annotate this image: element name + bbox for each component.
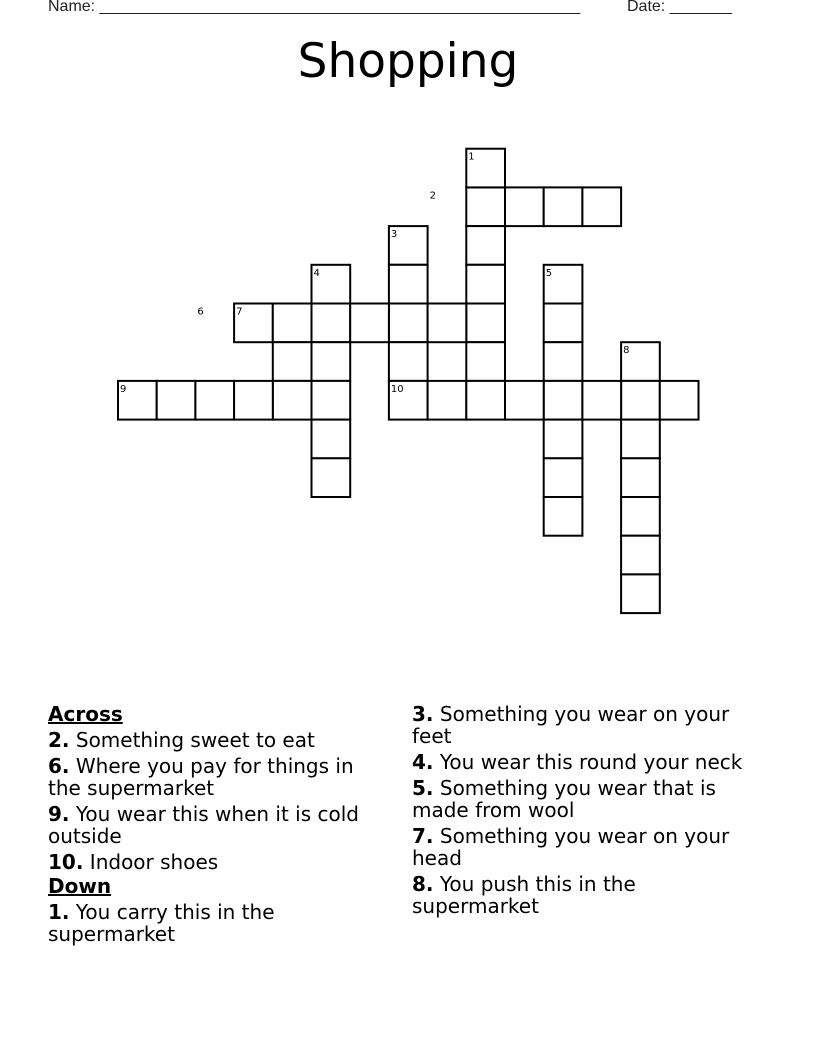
- page-title: Shopping: [297, 34, 519, 89]
- grid-cell[interactable]: [312, 342, 351, 381]
- grid-cell[interactable]: [621, 458, 660, 497]
- clue-text: Where you pay for things in the supermarket: [48, 754, 354, 800]
- grid-cell[interactable]: [312, 304, 351, 343]
- grid-cell[interactable]: [621, 497, 660, 536]
- grid-cell[interactable]: [157, 381, 196, 420]
- grid-cell[interactable]: [195, 381, 234, 420]
- clue-number-label: 4: [313, 267, 320, 279]
- grid-cell[interactable]: [621, 381, 660, 420]
- clue-number-label: 3: [390, 229, 398, 241]
- clue-down-4: [412, 751, 752, 773]
- grid-cell[interactable]: [466, 304, 505, 343]
- name-line[interactable]: Name: ______________________________________________________: [48, 0, 581, 15]
- clue-down-8: [412, 873, 752, 917]
- clue-text: Something sweet to eat: [69, 728, 315, 752]
- clue-text: Something you wear that is made from wool: [412, 776, 716, 822]
- clue-down-1: [48, 901, 388, 945]
- clue-text: Something you wear on your feet: [412, 702, 730, 748]
- clues-right-column: [412, 703, 752, 921]
- clue-number: 8.: [412, 872, 434, 896]
- grid-cell[interactable]: [273, 342, 312, 381]
- grid-cell[interactable]: [660, 381, 699, 420]
- clue-text: You push this in the supermarket: [412, 872, 636, 918]
- grid-cell[interactable]: [544, 304, 583, 343]
- clue-number-label: 1: [468, 151, 475, 163]
- grid-cell[interactable]: [389, 304, 428, 343]
- grid-cell[interactable]: [505, 187, 544, 226]
- grid-cell[interactable]: [312, 458, 351, 497]
- grid-cell[interactable]: [466, 381, 505, 420]
- clue-across-6: [48, 755, 388, 799]
- date-line[interactable]: Date: _______: [627, 0, 732, 15]
- clue-down-3: [412, 703, 752, 747]
- grid-cell[interactable]: [389, 381, 428, 420]
- grid-cell[interactable]: [466, 265, 505, 304]
- grid-cell[interactable]: [621, 574, 660, 613]
- grid-cell[interactable]: [234, 381, 273, 420]
- grid-cell[interactable]: [544, 342, 583, 381]
- clue-number-label: 7: [236, 306, 243, 318]
- clue-number: 3.: [412, 702, 434, 726]
- grid-cell[interactable]: [544, 381, 583, 420]
- grid-cell[interactable]: [118, 381, 157, 420]
- clue-number: 1.: [48, 900, 70, 924]
- grid-cell[interactable]: [544, 187, 583, 226]
- grid-cell[interactable]: [389, 342, 428, 381]
- grid-cell[interactable]: [428, 304, 467, 343]
- grid-cell[interactable]: [621, 420, 660, 459]
- clue-number: 6.: [48, 754, 70, 778]
- clue-number: 5.: [412, 776, 434, 800]
- grid-cell[interactable]: [466, 226, 505, 265]
- grid-cell[interactable]: [466, 342, 505, 381]
- grid-cell[interactable]: [312, 381, 351, 420]
- across-heading: Across: [48, 702, 123, 726]
- clue-number-label: 10: [390, 383, 404, 395]
- grid-cell[interactable]: [505, 381, 544, 420]
- grid-cell[interactable]: [312, 420, 351, 459]
- grid-cell[interactable]: [428, 381, 467, 420]
- clue-text: You wear this round your neck: [433, 750, 743, 774]
- clue-text: Something you wear on your head: [412, 824, 730, 870]
- grid-cell[interactable]: [544, 497, 583, 536]
- clues-left-column: [48, 703, 388, 949]
- grid-cell[interactable]: [544, 420, 583, 459]
- grid-cell[interactable]: [466, 149, 505, 188]
- grid-cell[interactable]: [350, 304, 389, 343]
- clue-down-5: [412, 777, 752, 821]
- clue-across-10: [48, 851, 388, 873]
- clue-number-label: 5: [545, 267, 553, 279]
- worksheet-header: [48, 0, 748, 20]
- grid-cell[interactable]: [389, 265, 428, 304]
- grid-cell[interactable]: [273, 304, 312, 343]
- grid-cell[interactable]: [389, 226, 428, 265]
- clue-down-7: [412, 825, 752, 869]
- clue-number-label: 9: [120, 383, 127, 395]
- grid-cell[interactable]: [544, 458, 583, 497]
- clue-across-2: [48, 729, 388, 751]
- clue-text: You wear this when it is cold outside: [48, 802, 359, 848]
- grid-cell[interactable]: [621, 536, 660, 575]
- clue-number-label: 6: [197, 306, 204, 318]
- grid-cell[interactable]: [234, 304, 273, 343]
- clue-number: 4.: [412, 750, 434, 774]
- clue-number: 2.: [48, 728, 70, 752]
- grid-cell[interactable]: [466, 187, 505, 226]
- clue-number: 10.: [48, 850, 84, 874]
- grid-cell[interactable]: [582, 187, 621, 226]
- clue-number: 9.: [48, 802, 70, 826]
- clue-across-9: [48, 803, 388, 847]
- grid-cell[interactable]: [582, 381, 621, 420]
- clue-text: You carry this in the supermarket: [48, 900, 275, 946]
- grid-cell[interactable]: [544, 265, 583, 304]
- clue-text: Indoor shoes: [83, 850, 219, 874]
- grid-cell[interactable]: [621, 342, 660, 381]
- clue-number: 7.: [412, 824, 434, 848]
- grid-cell[interactable]: [312, 265, 351, 304]
- clue-number-label: 8: [623, 345, 630, 357]
- grid-cell[interactable]: [273, 381, 312, 420]
- clue-number-label: 2: [429, 190, 436, 202]
- down-heading: Down: [48, 874, 112, 898]
